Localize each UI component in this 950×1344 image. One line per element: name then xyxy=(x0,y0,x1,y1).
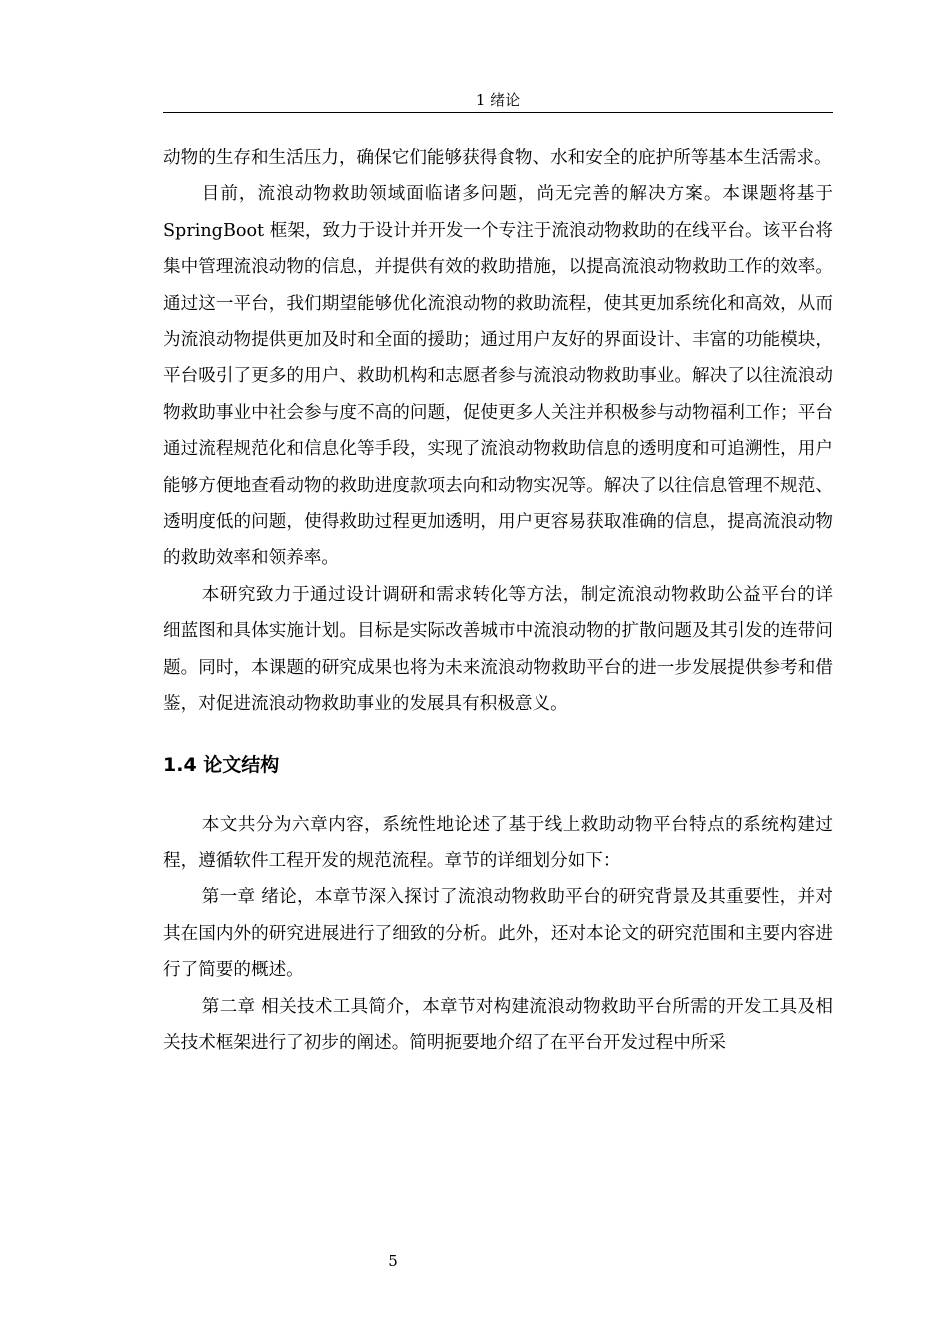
paragraph-chapter-two: 第二章 相关技术工具简介，本章节对构建流浪动物救助平台所需的开发工具及相关技术框架进行了初步的阐述。简明扼要地介绍了在平台开发过程中所采 xyxy=(163,996,833,1053)
section-heading: 1.4 论文结构 xyxy=(163,753,280,776)
paragraph-research-goal: 本研究致力于通过设计调研和需求转化等方法，制定流浪动物救助公益平台的详细蓝图和具体实施计划。目标是实际改善城市中流浪动物的扩散问题及其引发的连带问题。同时，本课题的研究成果也将为未来流浪动物救助平台的进一步发展提供参考和借鉴，对促进流浪动物救助事业的发展具有积极意义。 xyxy=(163,584,833,715)
body-text xyxy=(163,140,833,1061)
paragraph-chapter-one: 第一章 绪论，本章节深入探讨了流浪动物救助平台的研究背景及其重要性，并对其在国内外的研究进展进行了细致的分析。此外，还对本论文的研究范围和主要内容进行了简要的概述。 xyxy=(163,887,833,981)
paragraph-structure-intro: 本文共分为六章内容，系统性地论述了基于线上救助动物平台特点的系统构建过程，遵循软件工程开发的规范流程。章节的详细划分如下： xyxy=(163,814,833,871)
running-header: 1 绪论 xyxy=(475,91,521,109)
header-rule xyxy=(163,112,833,113)
paragraph-continued: 动物的生存和生活压力，确保它们能够获得食物、水和安全的庇护所等基本生活需求。 xyxy=(163,148,832,168)
page-number: 5 xyxy=(388,1252,398,1270)
paragraph-problem-statement: 目前，流浪动物救助领域面临诸多问题，尚无完善的解决方案。本课题将基于 SpringBoot 框架，致力于设计并开发一个专注于流浪动物救助的在线平台。该平台将集中管理流浪动物的信息，并提供有效的救助措施，以提高流浪动物救助工作的效率。通过这一平台，我们期望能够优化流浪动物的救助流程，使其更加系统化和高效，从而为流浪动物提供更加及时和全面的援助；通过用户友好的界面设计、丰富的功能模块，平台吸引了更多的用户、救助机构和志愿者参与流浪动物救助事业。解决了以往流浪动物救助事业中社会参与度不高的问题，促使更多人关注并积极参与动物福利工作；平台通过流程规范化和信息化等手段，实现了流浪动物救助信息的透明度和可追溯性，用户能够方便地查看动物的救助进度款项去向和动物实况等。解决了以往信息管理不规范、透明度低的问题，使得救助过程更加透明，用户更容易获取准确的信息，提高流浪动物的救助效率和领养率。 xyxy=(163,184,833,569)
